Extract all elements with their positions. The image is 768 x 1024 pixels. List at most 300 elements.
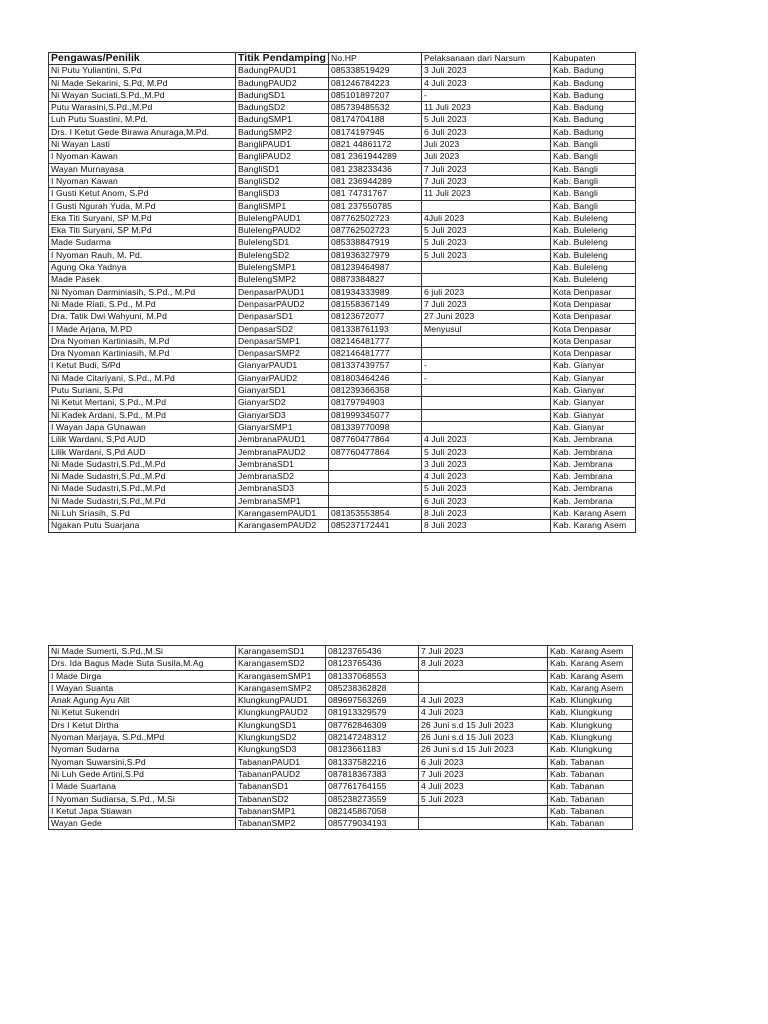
cell-phone: 085338847919 (329, 237, 422, 249)
cell-phone: 085238362828 (326, 682, 419, 694)
cell-assistance-point: TabananPAUD1 (236, 756, 326, 768)
header-implementation: Pelaksanaan dari Narsum (422, 53, 551, 65)
table-row (49, 507, 636, 519)
cell-implementation: 4 Juli 2023 (419, 781, 548, 793)
cell-implementation: 6 Juli 2023 (419, 756, 548, 768)
cell-assistance-point: KarangasemSMP1 (236, 670, 326, 682)
cell-implementation: 4 Juli 2023 (422, 77, 551, 89)
cell-assistance-point: JembranaSD2 (236, 471, 329, 483)
cell-phone: 082146481777 (329, 348, 422, 360)
cell-supervisor: Wayan Murnayasa (49, 163, 236, 175)
table-row (49, 719, 633, 731)
table-row (49, 225, 636, 237)
cell-supervisor: Dra Nyoman Kartiniasih, M.Pd (49, 348, 236, 360)
cell-implementation: 7 Juli 2023 (419, 646, 548, 658)
cell-implementation: 6 Juli 2023 (422, 495, 551, 507)
cell-regency: Kab. Klungkung (548, 695, 633, 707)
cell-supervisor: Nyoman Suwarsini,S.Pd (49, 756, 236, 768)
cell-supervisor: I Ketut Budi, S/Pd (49, 360, 236, 372)
cell-implementation: 3 Juli 2023 (422, 458, 551, 470)
cell-supervisor: I Made Arjana, M.PD (49, 323, 236, 335)
cell-supervisor: Lilik Wardani, S,Pd AUD (49, 434, 236, 446)
cell-assistance-point: DenpasarSD1 (236, 311, 329, 323)
cell-implementation: 5 Juli 2023 (422, 249, 551, 261)
cell-assistance-point: BadungPAUD1 (236, 65, 329, 77)
cell-assistance-point: BulelengSMP1 (236, 262, 329, 274)
cell-supervisor: I Nyoman Sudiarsa, S.Pd., M.Si (49, 793, 236, 805)
cell-supervisor: I Gusti Ngurah Yuda, M.Pd (49, 200, 236, 212)
cell-regency: Kab. Karang Asem (548, 670, 633, 682)
cell-supervisor: I Nyoman Kawan (49, 151, 236, 163)
table-row (49, 102, 636, 114)
cell-implementation: 6 juli 2023 (422, 286, 551, 298)
cell-phone: 08123672077 (329, 311, 422, 323)
cell-regency: Kab. Jembrana (551, 446, 636, 458)
cell-regency: Kab. Tabanan (548, 818, 633, 830)
table-row (49, 212, 636, 224)
cell-phone: 085101897207 (329, 89, 422, 101)
table-row (49, 311, 636, 323)
table-row (49, 756, 633, 768)
table-row (49, 335, 636, 347)
cell-assistance-point: JembranaPAUD1 (236, 434, 329, 446)
cell-supervisor: Ni Wayan Suciati,S.Pd.,M.Pd (49, 89, 236, 101)
cell-regency: Kab. Jembrana (551, 483, 636, 495)
table-row (49, 646, 633, 658)
cell-supervisor: Dra Nyoman Kartiniasih, M.Pd (49, 335, 236, 347)
cell-supervisor: I Nyoman Rauh, M. Pd. (49, 249, 236, 261)
cell-regency: Kota Denpasar (551, 335, 636, 347)
cell-implementation (422, 200, 551, 212)
cell-regency: Kab. Tabanan (548, 768, 633, 780)
cell-assistance-point: GianyarPAUD2 (236, 372, 329, 384)
table-row (49, 695, 633, 707)
cell-assistance-point: BadungSD2 (236, 102, 329, 114)
cell-regency: Kab. Gianyar (551, 409, 636, 421)
cell-assistance-point: GianyarPAUD1 (236, 360, 329, 372)
table-row (49, 446, 636, 458)
cell-regency: Kab. Gianyar (551, 385, 636, 397)
cell-assistance-point: GianyarSD3 (236, 409, 329, 421)
cell-supervisor: Ni Made Sudastri,S.Pd.,M.Pd (49, 471, 236, 483)
cell-phone: 0821 44861172 (329, 139, 422, 151)
cell-implementation: 4 Juli 2023 (422, 434, 551, 446)
table-row (49, 483, 636, 495)
cell-phone: 085237172441 (329, 520, 422, 532)
cell-assistance-point: KarangasemSD2 (236, 658, 326, 670)
cell-regency: Kab. Badung (551, 102, 636, 114)
cell-implementation (422, 274, 551, 286)
cell-supervisor: Ni Ketut Mertani, S.Pd., M.Pd (49, 397, 236, 409)
cell-implementation: 4Juli 2023 (422, 212, 551, 224)
cell-regency: Kab. Badung (551, 77, 636, 89)
cell-phone: 08174197945 (329, 126, 422, 138)
cell-implementation (419, 682, 548, 694)
cell-assistance-point: DenpasarPAUD1 (236, 286, 329, 298)
cell-supervisor: Ni Luh Gede Artini,S.Pd (49, 768, 236, 780)
cell-supervisor: Ni Luh Sriasih, S.Pd (49, 507, 236, 519)
cell-assistance-point: DenpasarSMP2 (236, 348, 329, 360)
cell-implementation: 11 Juli 2023 (422, 102, 551, 114)
cell-phone: 081558367149 (329, 298, 422, 310)
cell-phone: 087760477864 (329, 446, 422, 458)
cell-phone: 08123661183 (326, 744, 419, 756)
cell-supervisor: Wayan Gede (49, 818, 236, 830)
cell-implementation (422, 421, 551, 433)
cell-supervisor: Ni Putu Yuliantini, S.Pd (49, 65, 236, 77)
cell-assistance-point: BadungPAUD2 (236, 77, 329, 89)
cell-regency: Kab. Badung (551, 65, 636, 77)
cell-phone: 087762502723 (329, 225, 422, 237)
cell-phone: 087818367383 (326, 768, 419, 780)
supervisor-table-bottom (48, 645, 633, 830)
cell-phone: 08123765436 (326, 658, 419, 670)
cell-implementation: 7 Juli 2023 (422, 298, 551, 310)
cell-regency: Kab. Bangli (551, 200, 636, 212)
cell-supervisor: Ni Wayan Lasti (49, 139, 236, 151)
cell-supervisor: Ni Made Riati, S.Pd., M.Pd (49, 298, 236, 310)
table-body-top (49, 53, 636, 533)
cell-supervisor: Ni Made Sudastri,S.Pd.,M.Pd (49, 458, 236, 470)
table-row (49, 249, 636, 261)
cell-supervisor: Drs I Ketut Dirtha (49, 719, 236, 731)
cell-implementation: 8 Juli 2023 (422, 507, 551, 519)
cell-phone: 082147248312 (326, 732, 419, 744)
cell-regency: Kab. Badung (551, 89, 636, 101)
cell-assistance-point: BadungSD1 (236, 89, 329, 101)
cell-regency: Kab. Gianyar (551, 372, 636, 384)
cell-supervisor: Ni Ketut Sukendri (49, 707, 236, 719)
table-row (49, 286, 636, 298)
cell-implementation: 26 Juni s.d 15 Juli 2023 (419, 732, 548, 744)
cell-implementation (422, 335, 551, 347)
cell-assistance-point: GianyarSD2 (236, 397, 329, 409)
cell-regency: Kota Denpasar (551, 323, 636, 335)
table-row (49, 348, 636, 360)
cell-assistance-point: KarangasemSD1 (236, 646, 326, 658)
cell-implementation: Juli 2023 (422, 139, 551, 151)
cell-supervisor: Putu Suriani, S.Pd (49, 385, 236, 397)
cell-regency: Kab. Buleleng (551, 225, 636, 237)
cell-phone: 082145867058 (326, 805, 419, 817)
cell-assistance-point: KarangasemSMP2 (236, 682, 326, 694)
header-regency: Kabupaten (551, 53, 636, 65)
cell-assistance-point: BulelengSMP2 (236, 274, 329, 286)
cell-regency: Kab. Karang Asem (548, 682, 633, 694)
cell-phone: 081239464987 (329, 262, 422, 274)
cell-assistance-point: BangliSD1 (236, 163, 329, 175)
cell-phone: 08873384827 (329, 274, 422, 286)
cell-regency: Kab. Klungkung (548, 719, 633, 731)
cell-supervisor: Ni Nyoman Darminiasih, S.Pd., M.Pd (49, 286, 236, 298)
table-row (49, 126, 636, 138)
table-row (49, 793, 633, 805)
cell-phone: 081337582216 (326, 756, 419, 768)
cell-regency: Kab. Bangli (551, 151, 636, 163)
cell-assistance-point: KlungkungSD1 (236, 719, 326, 731)
cell-regency: Kab. Bangli (551, 139, 636, 151)
cell-phone (329, 495, 422, 507)
cell-phone: 081338761193 (329, 323, 422, 335)
cell-regency: Kab. Gianyar (551, 360, 636, 372)
cell-phone: 081999345077 (329, 409, 422, 421)
cell-regency: Kab. Jembrana (551, 471, 636, 483)
cell-regency: Kab. Klungkung (548, 707, 633, 719)
header-assistance-point: Titik Pendamping (236, 53, 329, 65)
cell-phone: 087761764155 (326, 781, 419, 793)
cell-implementation: 7 Juli 2023 (419, 768, 548, 780)
cell-phone: 081936327979 (329, 249, 422, 261)
cell-regency: Kab. Karang Asem (548, 646, 633, 658)
cell-regency: Kab. Karang Asem (551, 520, 636, 532)
cell-phone: 08179794903 (329, 397, 422, 409)
table-row (49, 409, 636, 421)
cell-phone: 085779034193 (326, 818, 419, 830)
cell-phone: 085338519429 (329, 65, 422, 77)
cell-assistance-point: TabananSD2 (236, 793, 326, 805)
cell-implementation: - (422, 89, 551, 101)
table-row (49, 397, 636, 409)
cell-assistance-point: BangliSMP1 (236, 200, 329, 212)
cell-supervisor: Drs. Ida Bagus Made Suta Susila,M.Ag (49, 658, 236, 670)
cell-assistance-point: BadungSMP1 (236, 114, 329, 126)
cell-phone: 081 2361944289 (329, 151, 422, 163)
cell-phone: 081 238233436 (329, 163, 422, 175)
cell-implementation: 4 Juli 2023 (419, 695, 548, 707)
cell-assistance-point: BangliPAUD1 (236, 139, 329, 151)
cell-assistance-point: TabananSMP2 (236, 818, 326, 830)
cell-phone: 087760477864 (329, 434, 422, 446)
table-row (49, 188, 636, 200)
cell-implementation: - (422, 372, 551, 384)
cell-regency: Kab. Klungkung (548, 732, 633, 744)
cell-assistance-point: KarangasemPAUD1 (236, 507, 329, 519)
table-row (49, 818, 633, 830)
table-row (49, 744, 633, 756)
cell-phone: 081803464246 (329, 372, 422, 384)
header-supervisor: Pengawas/Penilik (49, 53, 236, 65)
cell-implementation (422, 385, 551, 397)
cell-regency: Kab. Karang Asem (548, 658, 633, 670)
cell-phone: 081 237550785 (329, 200, 422, 212)
header-phone: No.HP (329, 53, 422, 65)
cell-regency: Kab. Buleleng (551, 274, 636, 286)
cell-regency: Kab. Klungkung (548, 744, 633, 756)
cell-implementation (422, 409, 551, 421)
cell-assistance-point: BangliPAUD2 (236, 151, 329, 163)
cell-assistance-point: GianyarSD1 (236, 385, 329, 397)
cell-implementation: 4 Juli 2023 (419, 707, 548, 719)
cell-regency: Kota Denpasar (551, 348, 636, 360)
cell-regency: Kab. Tabanan (548, 781, 633, 793)
cell-regency: Kab. Buleleng (551, 262, 636, 274)
table-row (49, 77, 636, 89)
table-row (49, 262, 636, 274)
cell-implementation: 26 Juni s.d 15 Juli 2023 (419, 719, 548, 731)
cell-regency: Kota Denpasar (551, 286, 636, 298)
cell-regency: Kab. Tabanan (548, 793, 633, 805)
cell-implementation: 8 Juli 2023 (419, 658, 548, 670)
cell-assistance-point: TabananPAUD2 (236, 768, 326, 780)
cell-assistance-point: KarangasemPAUD2 (236, 520, 329, 532)
table-row (49, 434, 636, 446)
cell-supervisor: Made Sudarma (49, 237, 236, 249)
cell-implementation (419, 818, 548, 830)
cell-assistance-point: DenpasarPAUD2 (236, 298, 329, 310)
cell-implementation: - (422, 360, 551, 372)
cell-regency: Kab. Buleleng (551, 249, 636, 261)
cell-regency: Kab. Gianyar (551, 421, 636, 433)
cell-regency: Kab. Jembrana (551, 458, 636, 470)
cell-phone: 087762502723 (329, 212, 422, 224)
cell-phone: 081913329579 (326, 707, 419, 719)
table-row (49, 200, 636, 212)
cell-implementation: 5 Juli 2023 (422, 237, 551, 249)
cell-supervisor: I Made Suartana (49, 781, 236, 793)
cell-regency: Kab. Badung (551, 114, 636, 126)
table-row (49, 360, 636, 372)
cell-regency: Kab. Badung (551, 126, 636, 138)
cell-supervisor: Lilik Wardani, S,Pd AUD (49, 446, 236, 458)
cell-regency: Kab. Buleleng (551, 237, 636, 249)
cell-assistance-point: KlungkungPAUD1 (236, 695, 326, 707)
cell-phone: 08174704188 (329, 114, 422, 126)
cell-supervisor: I Wayan Suanta (49, 682, 236, 694)
cell-assistance-point: BulelengSD1 (236, 237, 329, 249)
cell-phone: 081934333989 (329, 286, 422, 298)
cell-supervisor: Ngakan Putu Suarjana (49, 520, 236, 532)
table-row (49, 805, 633, 817)
cell-supervisor: Eka Titi Suryani, SP M.Pd (49, 212, 236, 224)
cell-assistance-point: BangliSD3 (236, 188, 329, 200)
cell-regency: Kota Denpasar (551, 298, 636, 310)
cell-supervisor: Luh Putu Suastini, M.Pd. (49, 114, 236, 126)
cell-assistance-point: KlungkungSD2 (236, 732, 326, 744)
cell-assistance-point: DenpasarSD2 (236, 323, 329, 335)
cell-implementation: 11 Juli 2023 (422, 188, 551, 200)
cell-assistance-point: TabananSD1 (236, 781, 326, 793)
cell-phone: 081339770098 (329, 421, 422, 433)
cell-regency: Kab. Bangli (551, 175, 636, 187)
cell-supervisor: Ni Made Sudastri,S.Pd.,M.Pd (49, 483, 236, 495)
cell-implementation: 4 Juli 2023 (422, 471, 551, 483)
cell-implementation (422, 262, 551, 274)
cell-supervisor: Ni Kadek Ardani, S.Pd., M.Pd (49, 409, 236, 421)
cell-phone (329, 471, 422, 483)
cell-implementation: 6 Juli 2023 (422, 126, 551, 138)
table-body-bottom (49, 646, 633, 830)
cell-assistance-point: DenpasarSMP1 (236, 335, 329, 347)
cell-regency: Kab. Jembrana (551, 495, 636, 507)
cell-implementation: 5 Juli 2023 (422, 114, 551, 126)
cell-assistance-point: KlungkungPAUD2 (236, 707, 326, 719)
cell-implementation: 5 Juli 2023 (422, 225, 551, 237)
table-row (49, 163, 636, 175)
cell-phone: 081337068553 (326, 670, 419, 682)
cell-regency: Kab. Gianyar (551, 397, 636, 409)
cell-phone: 081239366358 (329, 385, 422, 397)
cell-supervisor: Made Pasek (49, 274, 236, 286)
cell-supervisor: Nyoman Marjaya, S.Pd.,MPd (49, 732, 236, 744)
cell-assistance-point: JembranaSMP1 (236, 495, 329, 507)
cell-implementation: 27 Juni 2023 (422, 311, 551, 323)
table-row (49, 658, 633, 670)
cell-assistance-point: BulelengPAUD2 (236, 225, 329, 237)
cell-regency: Kab. Tabanan (548, 805, 633, 817)
cell-regency: Kab. Bangli (551, 188, 636, 200)
cell-phone (329, 458, 422, 470)
cell-phone: 085739485532 (329, 102, 422, 114)
cell-phone: 087762846309 (326, 719, 419, 731)
cell-supervisor: I Made Dirga (49, 670, 236, 682)
header-row (49, 53, 636, 65)
cell-regency: Kab. Buleleng (551, 212, 636, 224)
table-row (49, 385, 636, 397)
cell-implementation (422, 348, 551, 360)
cell-implementation: 26 Juni s.d 15 Juli 2023 (419, 744, 548, 756)
cell-assistance-point: BadungSMP2 (236, 126, 329, 138)
cell-supervisor: I Ketut Japa Stiawan (49, 805, 236, 817)
cell-implementation: 7 Juli 2023 (422, 175, 551, 187)
cell-assistance-point: JembranaPAUD2 (236, 446, 329, 458)
table-row (49, 458, 636, 470)
cell-regency: Kota Denpasar (551, 311, 636, 323)
cell-implementation: 5 Juli 2023 (422, 446, 551, 458)
cell-assistance-point: BangliSD2 (236, 175, 329, 187)
cell-supervisor: Ni Made Sekarini, S.Pd, M.Pd (49, 77, 236, 89)
cell-supervisor: I Wayan Japa GUnawan (49, 421, 236, 433)
cell-implementation: 5 Juli 2023 (419, 793, 548, 805)
cell-phone: 081 74731767 (329, 188, 422, 200)
table-row (49, 323, 636, 335)
cell-supervisor: Nyoman Sudarna (49, 744, 236, 756)
table-row (49, 732, 633, 744)
cell-supervisor: Agung Oka Yadnya (49, 262, 236, 274)
cell-phone: 089697563269 (326, 695, 419, 707)
cell-phone: 081337439757 (329, 360, 422, 372)
cell-phone: 081 236944289 (329, 175, 422, 187)
table-row (49, 372, 636, 384)
table-row (49, 520, 636, 532)
table-row (49, 495, 636, 507)
cell-regency: Kab. Bangli (551, 163, 636, 175)
cell-supervisor: Ni Made Sumerti, S.Pd.,M.Si (49, 646, 236, 658)
table-row (49, 768, 633, 780)
cell-implementation: 8 Juli 2023 (422, 520, 551, 532)
cell-regency: Kab. Tabanan (548, 756, 633, 768)
cell-supervisor: Putu Warasini,S.Pd.,M.Pd (49, 102, 236, 114)
cell-supervisor: Ni Made Citariyani, S.Pd., M.Pd (49, 372, 236, 384)
table-row (49, 65, 636, 77)
table-row (49, 274, 636, 286)
table-row (49, 670, 633, 682)
cell-supervisor: I Gusti Ketut Anom, S.Pd (49, 188, 236, 200)
cell-implementation (419, 805, 548, 817)
cell-implementation (419, 670, 548, 682)
cell-implementation: 5 Juli 2023 (422, 483, 551, 495)
cell-supervisor: Drs. I Ketut Gede Birawa Anuraga,M.Pd. (49, 126, 236, 138)
supervisor-table-top (48, 52, 636, 533)
table-row (49, 471, 636, 483)
table-row (49, 682, 633, 694)
cell-implementation: 3 Juli 2023 (422, 65, 551, 77)
cell-regency: Kab. Jembrana (551, 434, 636, 446)
cell-assistance-point: KlungkungSD3 (236, 744, 326, 756)
table-row (49, 175, 636, 187)
cell-supervisor: Anak Agung Ayu Alit (49, 695, 236, 707)
cell-assistance-point: BulelengPAUD1 (236, 212, 329, 224)
cell-supervisor: Eka Titi Suryani, SP M.Pd (49, 225, 236, 237)
